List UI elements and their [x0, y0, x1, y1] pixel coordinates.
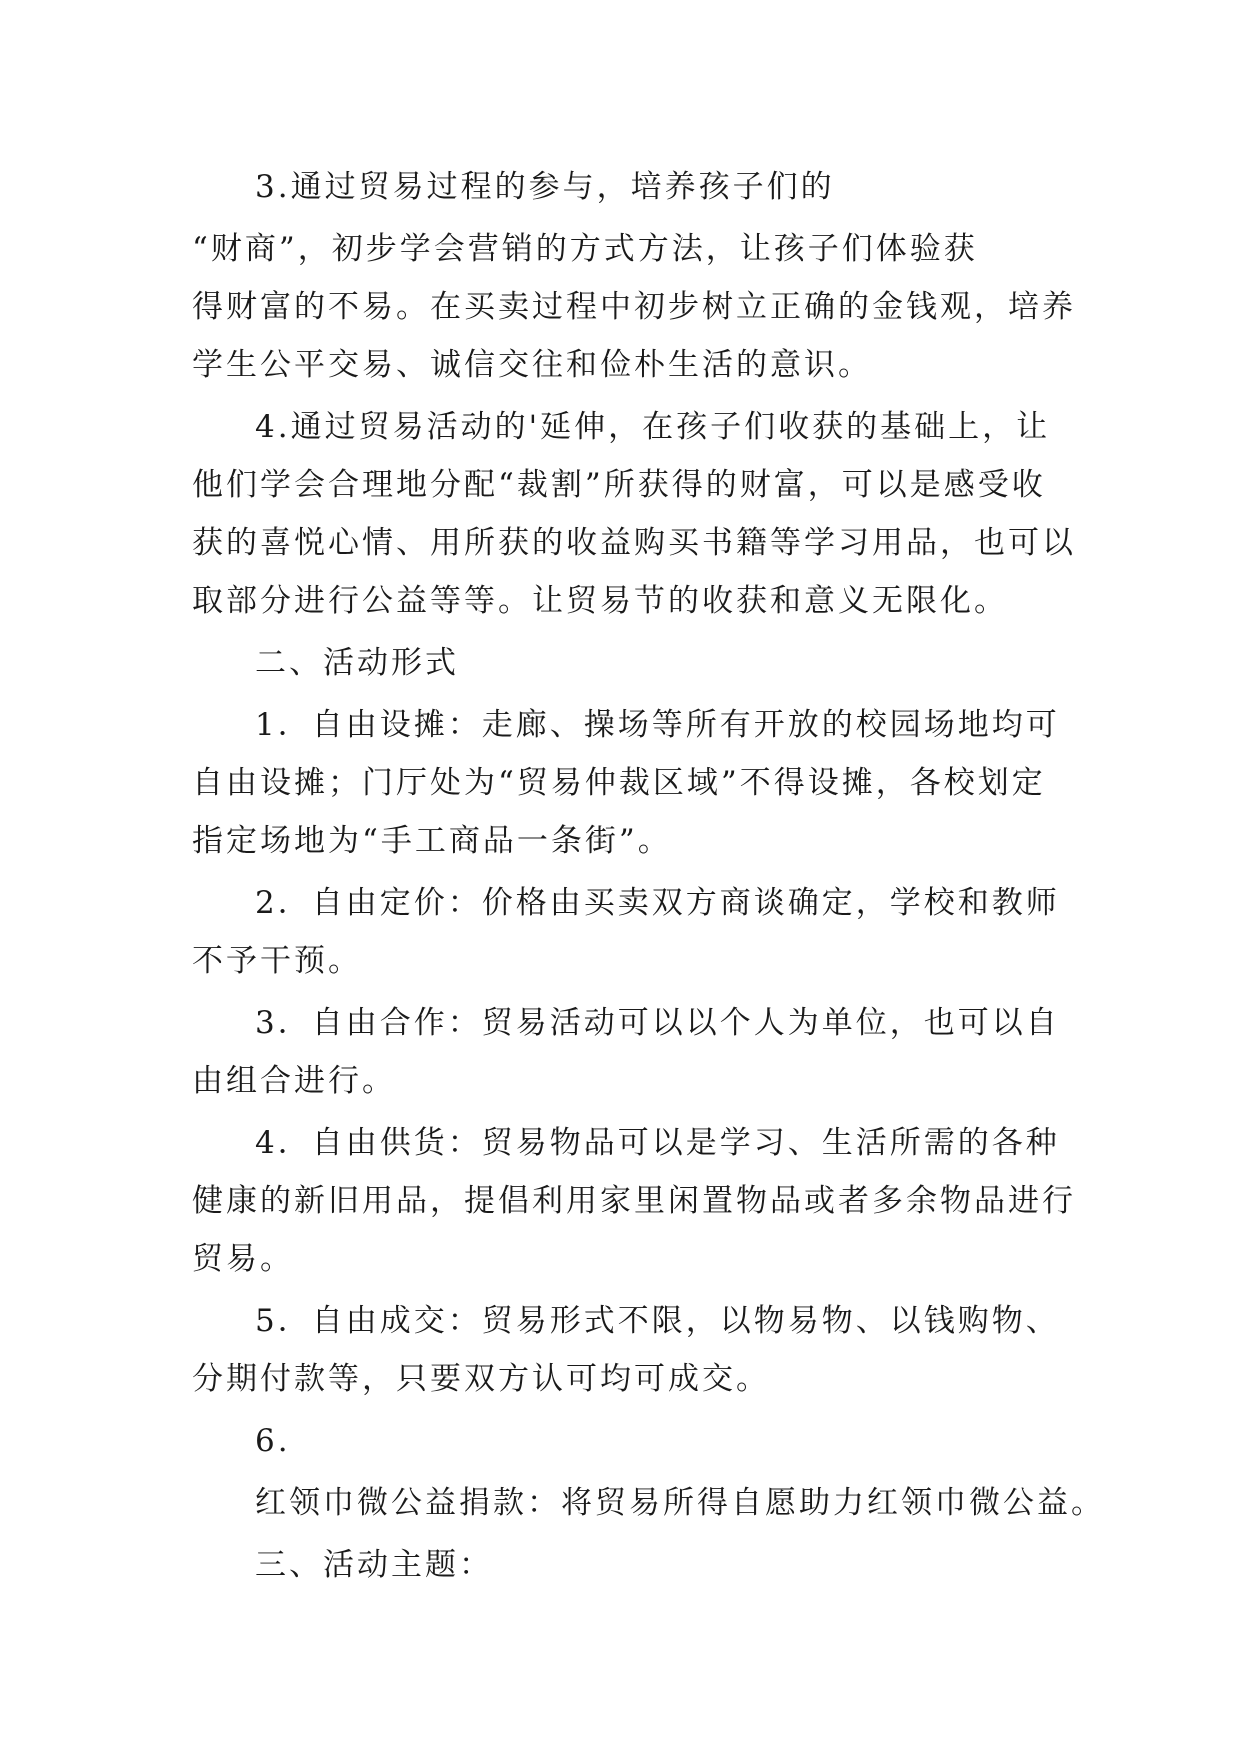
text-line: 分期付款等，只要双方认可均可成交。	[192, 1361, 770, 1397]
document-body	[192, 158, 1105, 1598]
paragraph-form-1	[192, 696, 1060, 870]
text-line: 3．自由合作：贸易活动可以以个人为单位，也可以自	[255, 1005, 1060, 1041]
paragraph-goal-3-continued	[192, 220, 1076, 394]
heading-text: 二、活动形式	[255, 645, 459, 681]
paragraph-form-6	[192, 1474, 1105, 1532]
text-line: 贸易。	[192, 1241, 294, 1277]
text-line: 指定场地为“手工商品一条街”。	[192, 823, 672, 859]
text-line: 4.通过贸易活动的'延伸，在孩子们收获的基础上，让	[255, 409, 1051, 445]
text-line: 取部分进行公益等等。让贸易节的收获和意义无限化。	[192, 583, 1008, 619]
paragraph-goal-3	[192, 158, 1052, 216]
text-line: 获的喜悦心情、用所获的收益购买书籍等学习用品，也可以	[192, 525, 1076, 561]
paragraph-form-6-number	[192, 1412, 1052, 1470]
text-line: 2．自由定价：价格由买卖双方商谈确定，学校和教师	[255, 885, 1060, 921]
text-line: “财商”，初步学会营销的方式方法，让孩子们体验获	[192, 231, 978, 267]
paragraph-form-3	[192, 994, 1060, 1110]
text-line: 得财富的不易。在买卖过程中初步树立正确的金钱观，培养	[192, 289, 1076, 325]
heading-text: 三、活动主题：	[255, 1547, 493, 1583]
text-line: 红领巾微公益捐款：将贸易所得自愿助力红领巾微公益。	[255, 1485, 1105, 1521]
paragraph-goal-4	[192, 398, 1076, 630]
text-line: 4．自由供货：贸易物品可以是学习、生活所需的各种	[255, 1125, 1060, 1161]
paragraph-form-5	[192, 1292, 1060, 1408]
text-line: 健康的新旧用品，提倡利用家里闲置物品或者多余物品进行	[192, 1183, 1076, 1219]
text-line: 自由设摊；门厅处为“贸易仲裁区域”不得设摊，各校划定	[192, 765, 1046, 801]
text-line: 3.通过贸易过程的参与，培养孩子们的	[255, 169, 835, 205]
paragraph-form-2	[192, 874, 1060, 990]
text-line: 6.	[255, 1423, 291, 1459]
text-line: 学生公平交易、诚信交往和俭朴生活的意识。	[192, 347, 872, 383]
section-heading-activity-theme	[192, 1536, 1052, 1594]
paragraph-form-4	[192, 1114, 1076, 1288]
section-heading-activity-form	[192, 634, 1052, 692]
text-line: 不予干预。	[192, 943, 362, 979]
text-line: 由组合进行。	[192, 1063, 396, 1099]
text-line: 他们学会合理地分配“裁割”所获得的财富，可以是感受收	[192, 467, 1046, 503]
text-line: 1．自由设摊：走廊、操场等所有开放的校园场地均可	[255, 707, 1060, 743]
text-line: 5．自由成交：贸易形式不限，以物易物、以钱购物、	[255, 1303, 1060, 1339]
